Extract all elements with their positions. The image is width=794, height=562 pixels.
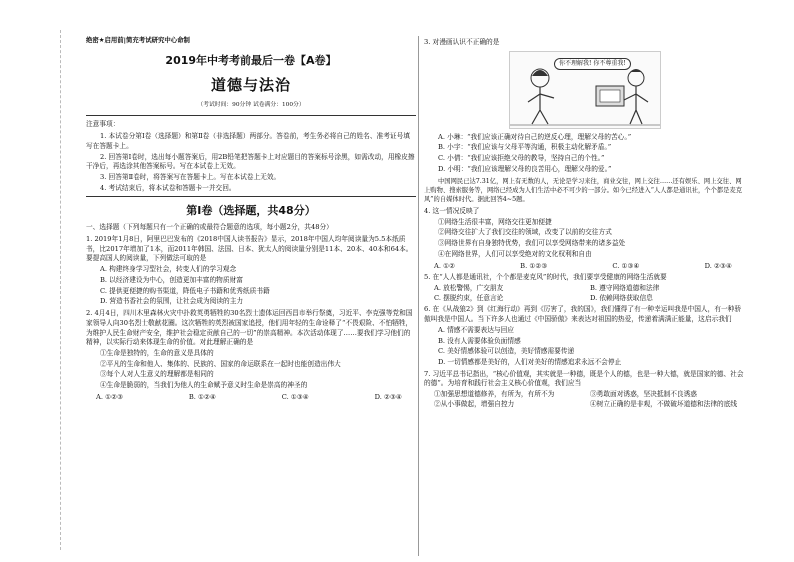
statement-option: ①网络生活很丰富，网络交往更加便捷 [438,217,552,226]
statement-option: ④在网络世界，人们可以享受绝对的文化权利和自由 [438,249,592,258]
answer-option: C. 摆脱约束，任意言论 [434,293,504,302]
notice-item: 4. 考试结束后，将本试卷和答题卡一并交回。 [100,183,236,192]
statement-option: ④树立正确的是非观，不做破坏道德和法律的底线 [590,399,738,408]
statement-options [434,390,746,409]
statement-option: ③每个人对人生意义的理解都是相同的 [100,370,214,379]
question-stem: 5. 在“人人都是通讯社，个个都是麦克风”的时代，我们要享受健康的网络生活就要 [424,273,667,282]
divider [86,196,416,197]
question-stem: 6. 在《从战狼2》到《红海行动》再到《厉害了，我的国》，我们懂得了有一种幸运叫我是中国人，有一种骄傲叫我是中国人。当下许多人也通过《中国骄傲》来表达对祖国的热爱，传递着满满正能量，这启示我们 [424,305,742,324]
answer-option: D. 小明：“我们应该理解父母的良苦用心，理解父母的爱。” [438,164,612,173]
notice-item: 3. 回答第Ⅱ卷时，将答案写在答题卡上。写在本试卷上无效。 [100,172,281,181]
statement-option: ④生命是脆弱的，当我们为他人的生命赋予意义时生命是崇高的神圣的 [100,381,308,390]
answer-option: A. 情感不需要表达与回应 [438,325,514,334]
answer-option: A. 放松警惕，广交朋友 [434,284,504,292]
notice-item: 2. 回答第Ⅰ卷时，选出每小题答案后，用2B铅笔把答题卡上对应题目的答案标号涂黑，如需改动，用橡皮擦干净后，再选涂其他答案标号。写在本试卷上无效。 [86,152,415,171]
statement-option: ③勇敢面对诱惑，坚决抵制不良诱惑 [590,390,697,399]
left-column [86,36,416,556]
statement-option: ①生命是独特的，生命的意义是具体的 [100,348,214,357]
section-instruction: 一、选择题（下列每题只有一个正确的或最符合题意的选项，每小题2分，共48分） [86,223,333,232]
answer-choice: A. ①② [434,261,456,270]
answer-option: B. 以经济建设为中心，创造更加丰富的物质财富 [100,275,243,284]
answer-choice: B. ①②④ [188,392,216,401]
answer-choice: B. ①②③ [520,261,548,270]
answer-option: A. 构建终身学习型社会，转变人们的学习观念 [100,265,237,274]
right-column [424,36,746,556]
question-stem: 2. 4月4日，四川木里森林火灾中扑救英勇牺牲的30名烈士遗体运回西昌市举行祭奠，习近平、李克强等党和国家领导人向30名烈士敬献花圈。这次牺牲的英烈被国家追授，他们用年轻的生命诠释了“不畏艰险、不怕牺牲，为维护人民生命财产安全，维护社会稳定贡献自己的一切”的崇高精神。本次活动体现了……要我们学习他们的精神，以实际行动来体现生命的价值。对此理解正确的是 [86,309,413,347]
subject-title: 道德与法治 [210,76,291,95]
answer-choice: C. ①③④ [612,261,640,270]
exam-info: （考试时间：90分钟 试卷满分：100分） [197,101,305,108]
notice-title: 注意事项： [86,120,120,129]
answer-option: D. 营造书香社会的氛围，让社会成为阅读的主力 [100,297,244,306]
section-title: 第Ⅰ卷（选择题，共48分） [186,204,316,218]
statement-option: ②平凡的生命和他人、集体的、民族的、国家的命运联系在一起时也能创造出伟大 [100,359,341,368]
statement-option: ③网络世界有自身独特优势，我们可以享受网络带来的诸多益处 [438,239,626,248]
answer-option: A. 小琳：“我们应该正确对待自己的逆反心理，理解父母的苦心。” [438,132,632,141]
answer-choices [434,262,732,272]
answer-choice: D. ②③④ [704,261,732,270]
answer-option: B. 小宇：“我们应该与父母平等沟通，积极主动化解矛盾。” [438,143,612,152]
confidential-label: 绝密★启用前|简充考试研究中心命制 [86,36,190,44]
answer-choice: D. ②③④ [374,392,402,401]
statement-option: ①加强思想道德修养，有所为，有所不为 [434,390,555,399]
question-stem: 4. 这一情况反映了 [424,206,480,215]
column-divider [418,36,419,556]
binding-line [60,30,61,550]
answer-option: B. 遵守网络道德和法律 [590,284,660,292]
divider [86,115,416,116]
answer-option: C. 小倩：“我们应该拒绝父母的教导，坚持自己的个性。” [438,154,605,163]
answer-option: C. 提供更便捷的购书渠道，降低电子书籍和优秀纸质书籍 [100,286,270,295]
notice-item: 1. 本试卷分第Ⅰ卷（选择题）和第Ⅱ卷（非选择题）两部分。答卷前，考生务必将自己的姓名、准考证号填写在答题卡上。 [86,132,410,150]
answer-choices [434,284,746,303]
question-stem: 7. 习近平总书记指出，“核心价值观，其实就是一种德，既是个人的德，也是一种大德，就是国家的德、社会的德”。为培育和践行社会主义核心价值观，我们应当 [424,369,744,388]
answer-option: D. 一切情感都是美好的，人们对美好的情感追求永远不会停止 [438,358,622,367]
answer-choice: A. ①②③ [96,392,124,401]
statement-option: ②从小事做起，增强自控力 [434,399,515,408]
question-stem: 1. 2019年1月8日，阿里巴巴发布的《2018中国人读书报告》显示，2018年中国人均年阅读量为5.5本纸质书，比2017年增加了1本，而2011年韩国、法国、日本、犹太人的阅读量分别是11本、20本、40本和64本。要提高国人的阅读量，下列做法可取的是 [86,235,413,263]
answer-option: D. 依赖网络获取信息 [590,293,653,302]
answer-choices [96,393,402,403]
reading-material: 中国网民已达7.31亿，网上有无数的人，无论是学习来往，商业交往，网上交往……还有娱乐、网上交往、网上购物、搜索服务等，网络已经成为人们生活中必不可少的一部分。如今已经进入“人人都是通讯社，个个都是麦克风”的自媒体时代。据此回答4~5题。 [424,177,743,203]
exam-title: 2019年中考考前最后一卷【A卷】 [165,54,337,68]
answer-option: B. 没有人需要体验负面情感 [438,336,521,345]
question-stem: 3. 对漫画认识不正确的是 [424,38,500,46]
cartoon-image [509,51,661,129]
answer-choice: C. ①③④ [281,392,309,401]
statement-option: ②网络交往扩大了我们交往的领域，改变了以前的交往方式 [438,228,612,237]
answer-option: C. 美好情感体验可以创造，美好情感需要传递 [438,347,575,356]
speech-bubble: 你不理解我! 你不尊重我! [554,58,631,71]
